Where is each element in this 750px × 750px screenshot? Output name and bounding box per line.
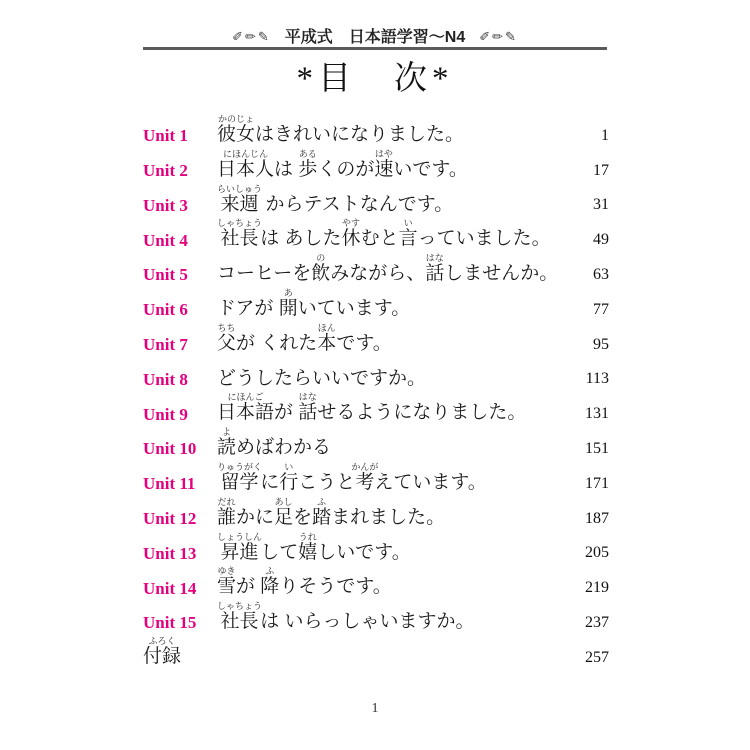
toc-row (143, 459, 609, 494)
unit-label: Unit 6 (143, 300, 188, 320)
toc-row (143, 250, 609, 285)
unit-label: Unit 11 (143, 474, 196, 494)
entry-title: 父ちちが くれた本ほんです。 (217, 322, 392, 354)
toc-row (143, 529, 609, 564)
entry-page-number: 49 (593, 231, 609, 249)
entry-page-number: 219 (585, 579, 609, 597)
entry-page-number: 17 (593, 161, 609, 179)
entry-page-number: 237 (585, 613, 609, 631)
entry-title: 社長しゃちょうは いらっしゃいますか。 (217, 601, 475, 633)
book-header (0, 24, 750, 47)
entry-title: 来週らいしゅう からテストなんです。 (217, 183, 454, 215)
unit-label: Unit 15 (143, 613, 197, 633)
unit-label: Unit 1 (143, 126, 188, 146)
unit-label: Unit 14 (143, 578, 197, 598)
toc-row (143, 355, 609, 390)
entry-title: 日本語にほんごが 話はなせるようになりました。 (217, 392, 527, 424)
book-title: 平成式 日本語学習～N4 (284, 29, 466, 46)
unit-label: Unit 4 (143, 230, 188, 250)
footer-page-number: 1 (371, 701, 379, 716)
entry-page-number: 257 (585, 648, 609, 666)
entry-title: どうしたらいいですか。 (217, 367, 427, 389)
entry-page-number: 113 (585, 370, 609, 388)
toc-row (143, 389, 609, 424)
toc-row (143, 494, 609, 529)
unit-label: Unit 3 (143, 195, 188, 215)
entry-title: 彼女かのじょはきれいになりました。 (217, 113, 465, 145)
unit-label: Unit 8 (143, 369, 188, 389)
entry-title: 社長しゃちょうは あした休やすむと言いっていました。 (217, 218, 551, 250)
unit-label: Unit 13 (143, 543, 197, 563)
toc-row (143, 598, 609, 633)
unit-label: Unit 7 (143, 335, 188, 355)
unit-label: Unit 5 (143, 265, 188, 285)
entry-page-number: 77 (593, 300, 609, 318)
entry-title: 誰だれかに足あしを踏ふまれました。 (217, 496, 446, 528)
entry-page-number: 151 (585, 439, 609, 457)
entry-page-number: 131 (585, 405, 609, 423)
entry-page-number: 63 (593, 265, 609, 283)
entry-page-number: 95 (593, 335, 609, 353)
toc-row (143, 146, 609, 181)
header-divider (143, 47, 607, 50)
entry-page-number: 205 (585, 544, 609, 562)
entry-title: 雪ゆきが 降ふりそうです。 (217, 566, 392, 598)
toc-row (143, 111, 609, 146)
entry-page-number: 31 (593, 196, 609, 214)
entry-page-number: 1 (601, 126, 609, 144)
entry-page-number: 187 (585, 509, 609, 527)
pencil-ornament-icon: ✐✏✎ (479, 29, 518, 44)
toc-row (143, 181, 609, 216)
unit-label: Unit 9 (143, 404, 188, 424)
toc-row (143, 633, 609, 668)
toc-row (143, 563, 609, 598)
entry-title: ドアが 開あいています。 (217, 287, 411, 319)
entry-title: 読よめばわかる (217, 427, 332, 459)
entry-title: 付録ふろく (143, 635, 182, 667)
toc-page-title: *目 次* (296, 61, 454, 97)
unit-label: Unit 2 (143, 161, 188, 181)
entry-title: 昇進しょうしんして嬉うれしいです。 (217, 531, 411, 563)
toc-row (143, 320, 609, 355)
toc-row (143, 285, 609, 320)
unit-label: Unit 10 (143, 439, 197, 459)
toc-row (143, 424, 609, 459)
pencil-ornament-icon: ✐✏✎ (232, 29, 271, 44)
entry-title: コーヒーを飲のみながら、話はなしませんか。 (217, 253, 559, 285)
toc-row (143, 215, 609, 250)
entry-title: 留学りゅうがくに行いこうと考かんがえています。 (217, 461, 487, 493)
entry-page-number: 171 (585, 474, 609, 492)
toc-list (143, 111, 609, 668)
unit-label: Unit 12 (143, 509, 197, 529)
entry-title: 日本人にほんじんは 歩あるくのが速はやいです。 (217, 148, 468, 180)
